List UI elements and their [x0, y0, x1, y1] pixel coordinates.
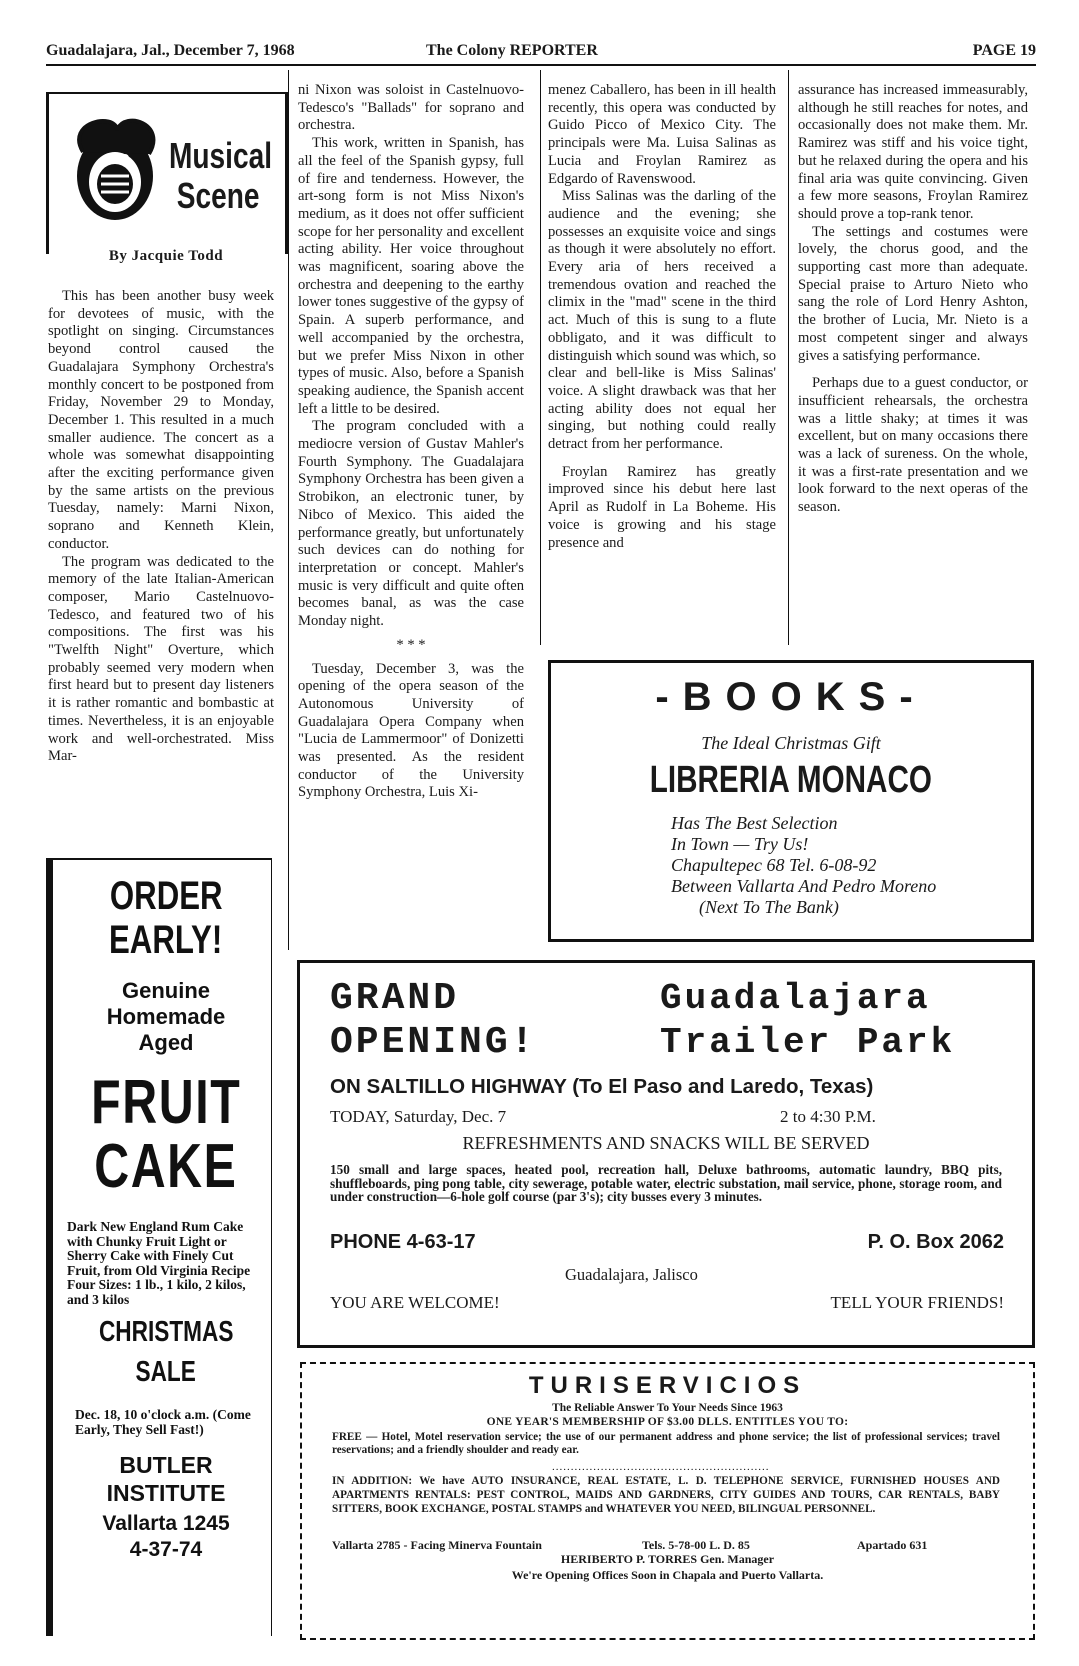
paragraph: The settings and costumes were lovely, the chorus good, and the supporting cast more than adequate. Special praise to Arturo Nieto who sang the role of Lord Henry Ashton, the brother of Lucia, Mr. Nieto is a most competent singer and always gives a satisfying performance. [798, 223, 1028, 364]
books-ad [548, 660, 1034, 942]
paragraph: Miss Salinas was the darling of the audience and the evening; she possesses an exquisite voice and sings as though it were absolutely no effort. Every aria of hers received a tremendous ovation and reached the climix in the "mad" scene in the third act. Much of this is sung to a flute obbligato, and it was difficult to distinguish which sound was which, so clear and bell-like is Miss Salinas' voice. A slight drawback was that her acting ability does not equal her singing, but nothing could really detract from her performance. [548, 188, 776, 453]
books-tagline: The Ideal Christmas Gift [701, 733, 881, 753]
books-line: Between Vallarta And Pedro Moreno [671, 876, 937, 896]
turi-title: TURISERVICIOS [528, 1372, 807, 1399]
paragraph: The program concluded with a mediocre version of Gustav Mahler's Fourth Symphony. The Guadalajara Symphony Orchestra has been given a Strobikon, an electronic tuner, by Nibco of Mexico. This aided the performance greatly, but unfortunately such devices can do nothing for interpretation or concept. Mahler's music is very difficult and quite often becomes banal, as was the case Monday night. [298, 418, 524, 630]
park-city: Guadalajara, Jalisco [565, 1265, 698, 1284]
page-header [46, 42, 1036, 64]
ad-text: BUTLER [119, 1452, 213, 1478]
ad-sale-date: Dec. 18, 10 o'clock a.m. (Come Early, They Sell Fast!) [75, 1407, 251, 1437]
trailer-park-ad [297, 960, 1035, 1348]
welcome-text: YOU ARE WELCOME! [330, 1293, 500, 1312]
turi-manager: HERIBERTO P. TORRES Gen. Manager [560, 1552, 775, 1566]
park-features: 150 small and large spaces, heated pool, recreation hall, Deluxe bathrooms, automatic laundry, BBQ pits, shuffleboards, ping pong table, city sewerage, potable water, electric substation, mail service, phone, storage room, and under construction—6-hole golf course (par 3's); city busses every 3 minutes. [330, 1162, 1002, 1204]
paper-name: The Colony REPORTER [426, 42, 598, 59]
turi-opening: We're Opening Offices Soon in Chapala and Puerto Vallarta. [511, 1568, 824, 1582]
column-title-line2: Scene [176, 175, 260, 216]
park-phone: PHONE 4-63-17 [330, 1231, 476, 1253]
turiservicios-ad [300, 1362, 1035, 1640]
highway-location: ON SALTILLO HIGHWAY (To El Paso and Laredo, Texas) [330, 1075, 874, 1098]
ad-headline: EARLY! [109, 918, 223, 962]
grand-opening-line2: OPENING! [330, 1021, 537, 1064]
paragraph: ni Nixon was soloist in Castelnuovo-Tedesco's "Ballads" for soprano and orchestra. [298, 82, 524, 134]
turi-apartado: Apartado 631 [857, 1538, 928, 1552]
paragraph: Tuesday, December 3, was the opening of the opera season of the Autonomous University of Guadalajara Opera Company when "Lucia de Lammermoor" of Donizetti was presented. As the resident conductor of the University Symphony Orchestra, Luis Xi- [298, 660, 524, 801]
byline: By Jacquie Todd [108, 248, 224, 264]
ad-text: Aged [138, 1030, 194, 1055]
ad-address: Vallarta 1245 [102, 1512, 230, 1535]
park-name-line2: Trailer Park [660, 1022, 956, 1063]
turi-membership: ONE YEAR'S MEMBERSHIP OF $3.00 DLLS. ENTITLES YOU TO: [486, 1416, 849, 1428]
grand-opening [330, 977, 536, 1065]
ad-text: INSTITUTE [106, 1480, 226, 1506]
dateline: Guadalajara, Jal., December 7, 1968 [46, 42, 295, 59]
section-break: * * * [396, 636, 426, 653]
books-line: In Town — Try Us! [671, 834, 809, 854]
turi-subtitle: The Reliable Answer To Your Needs Since 1963 [552, 1402, 783, 1414]
ad-product: CAKE [94, 1132, 238, 1201]
paragraph: Perhaps due to a guest conductor, or insufficient rehearsals, the orchestra was a little shaky; at times it was excellent, but on many occasions there was a lack of sureness. On the whole, it was a first-rate presentation and we look forward to the next operas of the season. [798, 375, 1028, 516]
books-line: (Next To The Bank) [699, 897, 839, 917]
header-rule [46, 64, 1036, 66]
ad-headline: ORDER [109, 874, 223, 918]
opening-date: TODAY, Saturday, Dec. 7 [330, 1107, 507, 1126]
refreshments: REFRESHMENTS AND SNACKS WILL BE SERVED [462, 1133, 870, 1153]
grand-opening-line1: GRAND [330, 977, 460, 1020]
column-logo [46, 92, 288, 254]
turi-dots: .......................................................... [552, 1461, 770, 1473]
article-column-4 [798, 82, 1028, 517]
fruitcake-ad [46, 858, 272, 1636]
paragraph: This has been another busy week for devotees of music, with the spotlight on singing. Circumstances beyond control caused the Guadalajara Symphony Orchestra's monthly concert to be postponed from Friday, November 29 to Monday, December 1. This resulted in a much smaller audience. The concert as a whole was somewhat disappointing after the exciting performance given by the same artists on the previous Tuesday, namely: Marni Nixon, soprano and Kenneth Klein, conductor. [48, 288, 274, 552]
column-title [169, 136, 272, 216]
park-name-line1: Guadalajara [660, 978, 931, 1019]
turi-additional-services: IN ADDITION: We have AUTO INSURANCE, REAL ESTATE, L. D. TELEPHONE SERVICE, FURNISHED HOUSES AND APARTMENTS RENTALS: PEST CONTROL, MAIDS AND GARDNERS, CITY GUIDES AND TOURS, CAR RENTALS, BABY SITTERS, BOOK EXCHANGE, POSTAL STAMPS and WHATEVER YOU NEED, BILINGUAL PERSONNEL. [332, 1475, 1000, 1515]
park-po-box: P. O. Box 2062 [867, 1231, 1004, 1253]
paragraph: Froylan Ramirez has greatly improved since his debut here last April as Rudolf in La Boheme. His voice is growing and his stage presence and [548, 463, 776, 551]
opening-hours: 2 to 4:30 P.M. [780, 1107, 876, 1126]
paragraph: The program was dedicated to the memory of the late Italian-American composer, Mario Castelnuovo-Tedesco, and featured two of his compositions. The first was his "Twelfth Night" Overture, which probably seemed very modern when first heard but to present day listeners it is rather romantic and bombastic at times. Nevertheless, it is an enjoyable work and well-orchestrated. Miss Mar- [48, 553, 274, 765]
article-column-3 [548, 82, 776, 552]
paragraph: This work, written in Spanish, has all the feel of the Spanish gypsy, full of fire and tenderness. However, the art-song form is not Miss Nixon's medium, as it does not offer sufficient scope for her personality and excellent acting ability. Her voice throughout was magnificent, soaring above the orchestra and deepening to the earthy lower tones suggestive of the gypsy of Spain. A superb performance, and well accompanied by the orchestra, but we prefer Miss Nixon in other types of music. Also, before a Spanish speaking audience, the Spanish accent left a little to be desired. [298, 135, 524, 417]
store-name: LIBRERIA MONACO [649, 759, 933, 801]
column-divider [788, 70, 789, 645]
article-column-2 [298, 82, 524, 802]
article-column-1 [48, 288, 274, 766]
park-name [660, 977, 955, 1065]
turi-address: Vallarta 2785 - Facing Minerva Fountain [332, 1538, 542, 1552]
ad-product: FRUIT [90, 1068, 242, 1137]
paragraph: assurance has increased immeasurably, although he still reaches for notes, and occasionally does not make them. Mr. Ramirez was stiff and his voice tight, but he relaxed during the opera and his final aria was quite convincing. Given a few more seasons, Froylan Ramirez should prove a top-rank tenor. [798, 82, 1028, 222]
ad-phone: 4-37-74 [129, 1538, 203, 1561]
turi-free-services: FREE — Hotel, Motel reservation service; the use of our permanent address and phone service; the list of professional services; travel reservations; and a friendly shoulder and ready ear. [332, 1431, 1000, 1456]
ad-text: Genuine [121, 978, 210, 1003]
column-title-line1: Musical [169, 135, 272, 176]
books-details [671, 813, 936, 918]
ad-text: SALE [135, 1356, 197, 1388]
column-divider [540, 70, 541, 645]
ad-text: CHRISTMAS [98, 1316, 234, 1348]
page-number: PAGE 19 [972, 42, 1036, 59]
turi-phones: Tels. 5-78-00 L. D. 85 [642, 1538, 750, 1552]
books-line: Has The Best Selection [671, 813, 838, 833]
ad-description: Dark New England Rum Cake with Chunky Fruit Light or Sherry Cake with Finely Cut Fruit, from Old Virginia Recipe Four Sizes: 1 lb., 1 kilo, 2 kilos, and 3 kilos [67, 1219, 251, 1307]
column-divider [288, 70, 289, 950]
tell-friends-text: TELL YOUR FRIENDS! [830, 1293, 1004, 1312]
lyre-face-icon [55, 112, 175, 232]
paragraph: menez Caballero, has been in ill health recently, this opera was conducted by Guido Picco of Mexico City. The principals were Ma. Luisa Salinas as Lucia and Froylan Ramirez as Edgardo of Ravenswood. [548, 82, 776, 187]
ad-text: Homemade [106, 1004, 226, 1029]
books-title: -BOOKS- [655, 675, 927, 719]
books-address: Chapultepec 68 Tel. 6-08-92 [671, 855, 877, 875]
